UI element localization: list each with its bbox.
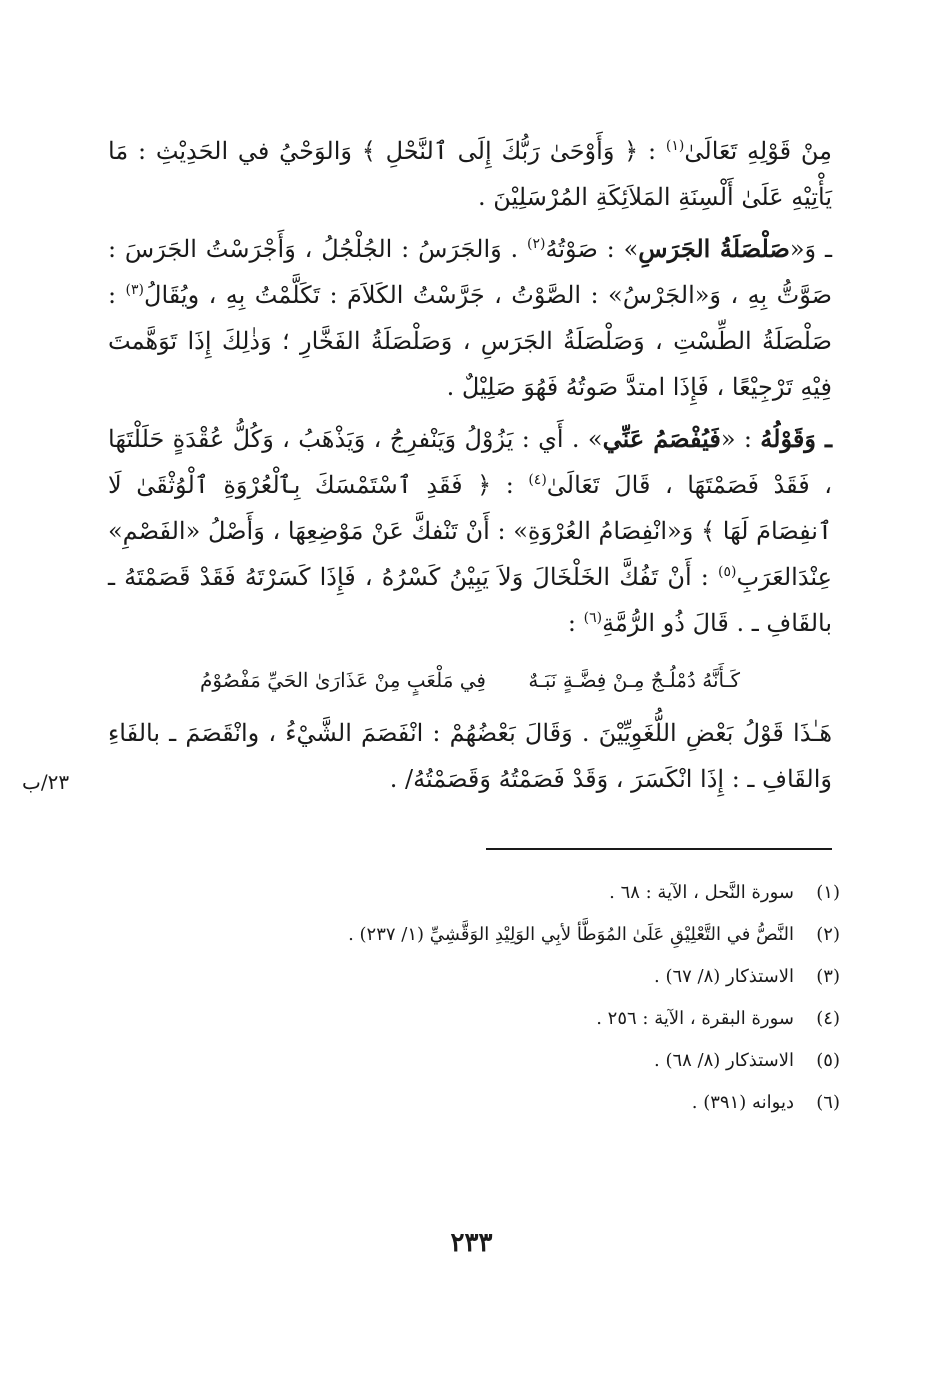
footnote-item [200,998,840,1040]
text-segment: : صَلْصَلَةُ الطِّسْتِ ، وَصَلْصَلَةُ الجَرَسِ ، وَصَلْصَلَةُ الفَخَّارِ ؛ وَذٰلِكَ إِذَا تَوَهَّمتَ فِيْهِ تَرْجِيْعًا ، فَإِذَا امتدَّ صَوتُهُ فَهُوَ صَلِيْلٌ . [108,281,832,401]
footnote-text: سورة النَّحل ، الآية : ٦٨ . [609,882,794,903]
footnote-text: النَّصُّ في التَّعْلِيْقِ عَلَىٰ المُوَطَّأ لأبِي الوَلِيْدِ الوَقَّشِيِّ (١/ ٢٣٧) . [348,924,794,945]
headword: فَيُفْصَمُ عَنِّي [602,424,721,453]
footnote-separator [486,848,832,850]
footnotes [200,872,840,1124]
quran-quote: ﴿ فَقَدِ ٱسْتَمْسَكَ بِٱلْعُرْوَةِ ٱلْوُثْقَىٰ لَا ٱنفِصَامَ لَهَا ﴾ [108,471,833,545]
footnote-number: (٥) [816,1050,840,1071]
footnote-item [200,914,840,956]
text-segment: ـ وَ« [789,235,832,263]
footnote-number: (٤) [816,1008,840,1029]
footnote-number: (٦) [816,1092,840,1113]
text-segment: وَالوَحْيُ في الحَدِيْثِ : مَا يَأْتِيْهِ عَلَىٰ أَلْسِنَةِ المَلاَئِكَةِ المُرْسَلِيْنَ . [108,137,832,211]
text-segment: : [567,609,584,637]
page-number: ٢٣٣ [450,1228,493,1258]
closing-paragraph: هَـٰذَا قَوْلُ بَعْضِ اللُّغَوِيِّيْنَ . وَقَالَ بَعْضُهُمْ : انْفَصَمَ الشَّيْءُ ، وانْقَصَمَ ـ بالفَاءِ وَالقَافِ ـ : إِذَا انْكَسَرَ ، وَقَدْ فَصَمْتُهُ وَقَصَمْتُهُ/ . [108,719,832,793]
footnote-text: الاستذكار (٨/ ٦٧) . [654,966,794,987]
main-text [108,128,832,808]
footnote-item [200,872,840,914]
quran-quote: ﴿ وَأَوْحَىٰ رَبُّكَ إِلَى ٱلنَّحْلِ ﴾ [361,137,639,165]
paragraph-1 [108,128,832,220]
footnote-ref-5: (٥) [717,564,737,580]
verse-hemistich-1: كَـأَنَّهُ دُمْلُـجٌ مِـنْ فِضَّـةٍ نَبَـهٌ [528,668,740,692]
footnote-item [200,1040,840,1082]
footnote-number: (٣) [816,966,840,987]
footnote-item [200,956,840,998]
footnote-ref-3: (٣) [125,282,144,298]
footnote-ref-4: (٤) [528,472,547,488]
footnote-ref-2: (٢) [527,236,546,252]
footnote-text: الاستذكار (٨/ ٦٨) . [654,1050,794,1071]
text-segment: : أَنْ تَفُكَّ الخَلْخَالَ وَلاَ يَبِيْنُ كَسْرُهُ ، فَإِذَا كَسَرْتَهُ فَقَدْ قَصَمْتَهُ ـ بالقَافِ ـ . قَالَ ذُو الرُّمَّةِ [108,563,832,637]
headword: ـ وَقَوْلُهُ [760,424,833,453]
text-segment: : « [720,425,761,453]
poetry-verse [200,660,740,700]
paragraph-2 [108,226,832,410]
footnote-item [200,1082,840,1124]
text-segment: مِنْ قَوْلِهِ تَعَالَىٰ [684,137,832,165]
text-segment: » . أَي : يَزُوْلُ وَيَنْفرِجُ ، وَيَذْهَبُ ، وَكُلُّ عُقْدَةٍ حَلَلْتَهَا ، فَقَدْ فَصَمْتَهَا ، قَالَ تَعَالَىٰ [108,425,833,499]
headword: صَلْصَلَةُ الجَرَسِ [638,234,790,263]
margin-folio-note: ٢٣/ب [22,770,70,794]
footnote-text: سورة البقرة ، الآية : ٢٥٦ . [596,1008,794,1029]
footnote-number: (٢) [816,924,840,945]
footnote-number: (١) [816,882,840,903]
text-segment: وَ«انْفِصَامُ العُرْوَةِ» : أَنْ تَنْفكَّ عَنْ مَوْضِعِهَا ، وَأَصْلُ «الفَصْمِ» عِنْدَالعَرَبِ [108,517,832,591]
footnote-ref-1: (١) [665,138,685,154]
footnote-text: ديوانه (٣٩١) . [691,1092,794,1113]
text-segment: : [491,471,529,499]
text-segment: : [638,137,666,165]
paragraph-3 [108,416,832,646]
verse-hemistich-2: فِي مَلْعَبٍ مِنْ عَذَارَىٰ الحَيِّ مَفْصُوْمُ [200,668,486,692]
text-segment: . وَالجَرَسُ : الجُلْجُلُ ، وَأَجْرَسْتُ الجَرَسَ : صَوَّتُّ بِهِ ، وَ«الجَرْسُ» : الصَّوْتُ ، جَرَّسْتُ الكَلاَمَ : تَكَلَّمْتُ بِهِ ، ويُقَالُ [108,235,833,309]
text-segment: » : صَوْتُهُ [545,235,639,263]
footnote-ref-6: (٦) [583,610,603,626]
